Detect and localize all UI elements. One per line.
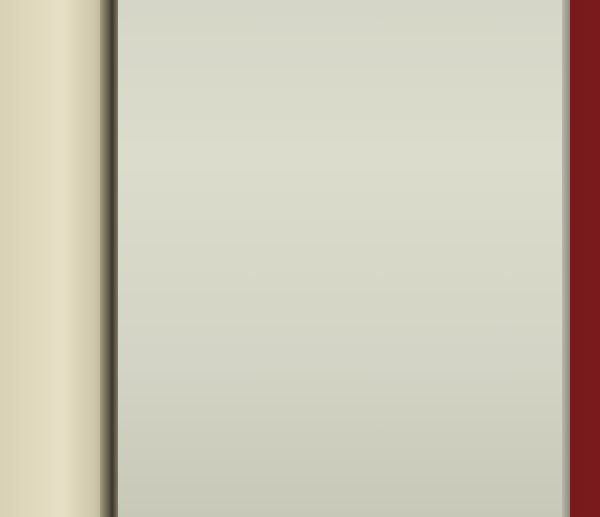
- right-page: [118, 0, 570, 517]
- left-page: [0, 0, 104, 517]
- page-edge: [562, 0, 570, 517]
